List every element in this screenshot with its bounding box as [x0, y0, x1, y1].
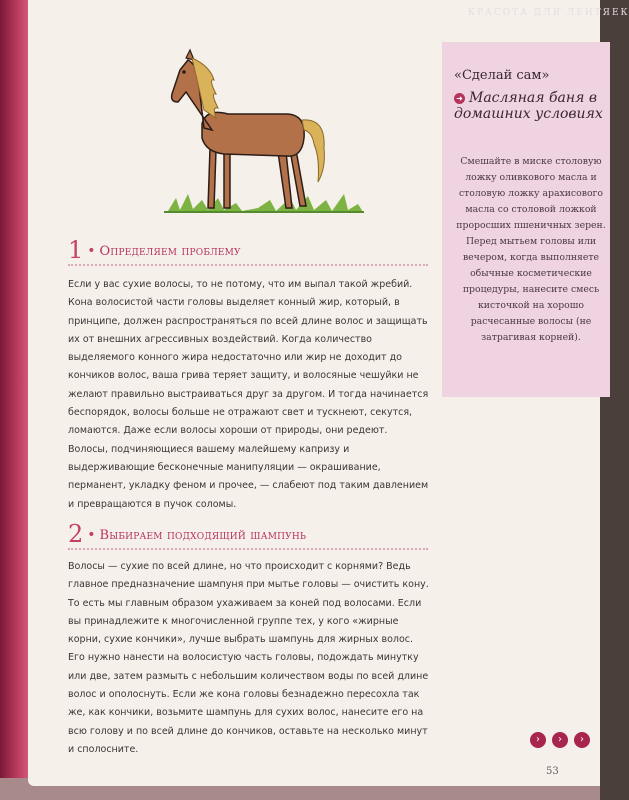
book-spine-edge [0, 0, 30, 800]
next-page-arrows [530, 732, 602, 748]
arrow-right-icon: ➜ [454, 93, 465, 104]
section-paragraph: Если у вас сухие волосы, то не потому, что им выпал такой жребий. Кона волосистой части головы выделяет конный жир, который, в принципе, должен распространяться по всей длине волос и защищать их от внешних агрессивных воздействий. Когда количество выделяемого конного жира недостаточно или жир не доходит до кончиков волос, ваша грива теряет защиту, и волосяные чешуйки не желают правильно выстраиваться друг за другом. И тогда начинается беспорядок, волосы больше не отражают свет и тускнеют, секутся, ломаются. Даже если волосы хороши от природы, они редеют. Волосы, подчиняющиеся вашему малейшему капризу и выдерживающие бесконечные манипуляции — окрашивание, перманент, укладку феном и прочее, — слабеют под таким давлением и превращаются в пучок соломы. [68, 279, 429, 510]
dotted-divider [68, 548, 428, 550]
running-header: КРАСОТА ДЛЯ ЛЕНТЯЕК [468, 8, 629, 18]
chevron-right-icon: › [530, 732, 546, 748]
sidebar-title-text: Масляная баня в домашних условиях [454, 90, 603, 122]
sidebar-title [454, 90, 604, 122]
section-number: 2 [68, 520, 84, 548]
book-page [28, 0, 629, 786]
chevron-right-icon: › [552, 732, 568, 748]
section-paragraph: Волосы — сухие по всей длине, но что происходит с корнями? Ведь главное предназначение шампуня при мытье головы — очистить кону. То есть мы главным образом ухаживаем за коней под волосами. Если вы принадлежите к многочисленной группе тех, у кого «жирные корни, сухие кончики», лучше выбрать шампунь для жирных волос. Его нужно нанести на волосистую часть головы, подождать минутку или две, затем размыть с небольшим количеством воды по всей длине волос и ополоснуть. Если же кона головы безнадежно пересохла так же, как кончики, возьмите шампунь для сухих волос, нанесите его на всю голову и по всей длине до кончиков, оставьте на несколько минут и сполосните. [68, 561, 429, 755]
page-number: 53 [546, 766, 559, 777]
section-heading [68, 520, 448, 548]
sidebar-body: Смешайте в миске столовую ложку оливкового масла и столовую ложку арахисового масла со столовой ложкой проросших пшеничных зерен. Перед мытьем головы или вечером, когда выполняете обычные косметические процедуры, нанесите смесь кисточкой на хорошо расчесанные волосы (не затрагивая корней). [456, 156, 606, 343]
chevron-right-icon: › [574, 732, 590, 748]
section-title: Выбираем подходящий шампунь [99, 528, 307, 543]
horse-illustration [158, 48, 368, 223]
sidebar-kicker: «Сделай сам» [454, 68, 550, 83]
section-title: Определяем проблему [99, 244, 241, 259]
section-heading [68, 236, 448, 264]
section-number: 1 [68, 236, 84, 264]
bullet-icon: • [87, 243, 96, 259]
sidebar-box [442, 42, 610, 397]
dotted-divider [68, 264, 428, 266]
bullet-icon: • [87, 527, 96, 543]
